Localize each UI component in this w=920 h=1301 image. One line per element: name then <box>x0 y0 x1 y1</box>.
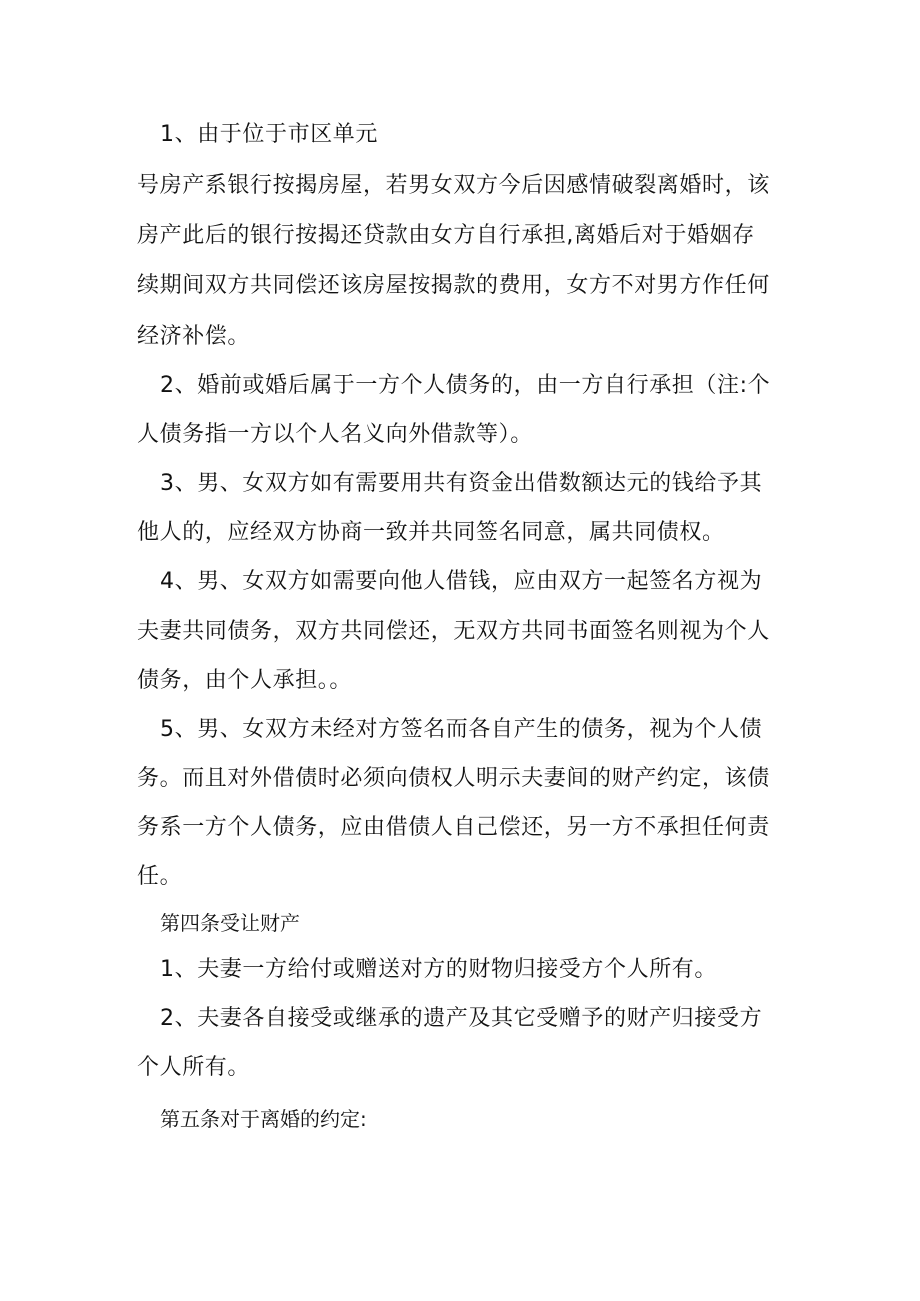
paragraph-1-line-2 <box>0 164 920 208</box>
paragraph-5-line-4 <box>0 855 920 899</box>
paragraph-3-line-2 <box>0 511 920 555</box>
text: 4、男、女双方如需要向他人借钱，应由双方一起签名方视为 <box>160 569 763 594</box>
text: 续期间双方共同偿还该房屋按揭款的费用，女方不对男方作任何 <box>137 273 770 298</box>
paragraph-4-line-1 <box>0 560 920 604</box>
text: 2、婚前或婚后属于一方个人债务的，由一方自行承担（注:个 <box>160 373 771 398</box>
text: 2、夫妻各自接受或继承的遗产及其它受赠予的财产归接受方 <box>160 1006 763 1031</box>
paragraph-5-line-3 <box>0 806 920 850</box>
paragraph-1-line-3 <box>0 214 920 258</box>
paragraph-6-line-1 <box>0 948 920 992</box>
text: 务系一方个人债务，应由借债人自己偿还，另一方不承担任何责 <box>137 815 770 840</box>
article-4-heading <box>0 901 920 945</box>
text: 债务，由个人承担。。 <box>137 668 353 693</box>
paragraph-4-line-3 <box>0 659 920 703</box>
article-5-heading <box>0 1097 920 1141</box>
text: 1、由于位于市区单元 <box>160 122 378 147</box>
text: 任。 <box>137 864 183 889</box>
text: 3、男、女双方如有需要用共有资金出借数额达元的钱给予其 <box>160 471 763 496</box>
text: 个人所有。 <box>137 1055 251 1080</box>
text: 他人的，应经双方协商一致并共同签名同意，属共同债权。 <box>137 520 725 545</box>
text: 夫妻共同债务，双方共同偿还，无双方共同书面签名则视为个人 <box>137 619 770 644</box>
text: 经济补偿。 <box>137 324 251 349</box>
text: 第五条对于离婚的约定: <box>160 1107 367 1131</box>
text: 1、夫妻一方给付或赠送对方的财物归接受方个人所有。 <box>160 957 717 982</box>
text: 5、男、女双方未经对方签名而各自产生的债务，视为个人债 <box>160 717 763 742</box>
paragraph-2-line-1 <box>0 364 920 408</box>
paragraph-7-line-1 <box>0 997 920 1041</box>
paragraph-5-line-2 <box>0 757 920 801</box>
text: 房产此后的银行按揭还贷款由女方自行承担,离婚后对于婚姻存 <box>137 223 755 248</box>
paragraph-2-line-2 <box>0 413 920 457</box>
paragraph-5-line-1 <box>0 708 920 752</box>
text: 人债务指一方以个人名义向外借款等）。 <box>137 422 533 447</box>
paragraph-7-line-2 <box>0 1046 920 1090</box>
paragraph-1-line-4 <box>0 264 920 308</box>
paragraph-4-line-2 <box>0 610 920 654</box>
text: 第四条受让财产 <box>160 911 300 935</box>
text: 号房产系银行按揭房屋，若男女双方今后因感情破裂离婚时，该 <box>137 173 770 198</box>
text: 务。而且对外借债时必须向债权人明示夫妻间的财产约定，该债 <box>137 766 770 791</box>
paragraph-1-line-5 <box>0 315 920 359</box>
paragraph-3-line-1 <box>0 462 920 506</box>
paragraph-1-line-1 <box>0 113 920 157</box>
